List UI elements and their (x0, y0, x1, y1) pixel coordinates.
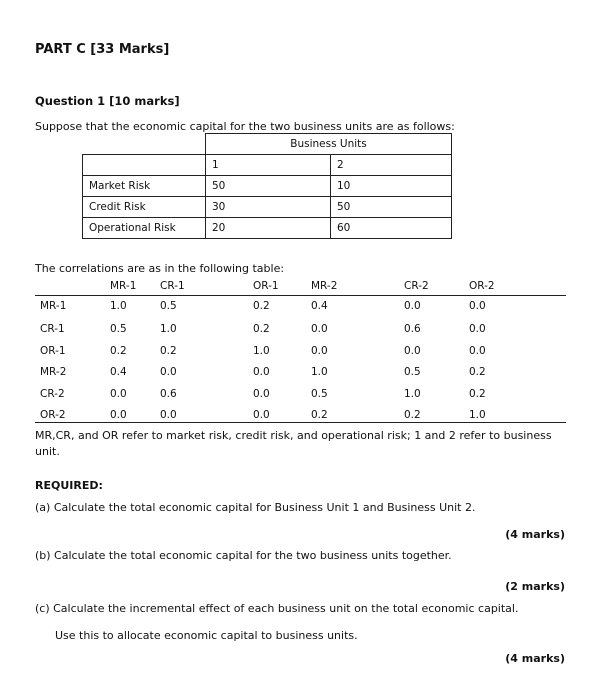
row-label: Credit Risk (83, 197, 206, 218)
corr-cell: 0.6 (160, 388, 177, 400)
corr-cell: 0.5 (160, 300, 177, 312)
required-label: REQUIRED: (35, 479, 103, 492)
corr-col-header: MR-2 (311, 280, 338, 292)
corr-cell: 0.2 (469, 366, 486, 378)
corr-cell: 0.5 (311, 388, 328, 400)
corr-cell: 0.0 (110, 388, 127, 400)
part-b-text: (b) Calculate the total economic capital for the two business units together. (35, 549, 452, 562)
corr-cell: 1.0 (110, 300, 127, 312)
cell-u1: 30 (206, 197, 331, 218)
corr-col-header: OR-2 (469, 280, 495, 292)
abbreviation-note: MR,CR, and OR refer to market risk, credit risk, and operational risk; 1 and 2 refer to business unit. (35, 429, 552, 458)
corr-cell: 1.0 (404, 388, 421, 400)
corr-col-header: CR-2 (404, 280, 429, 292)
corr-cell: 0.0 (160, 409, 177, 421)
corr-cell: 0.2 (110, 345, 127, 357)
row-label: Operational Risk (83, 218, 206, 239)
corr-cell: 0.0 (469, 323, 486, 335)
corr-cell: 0.0 (253, 366, 270, 378)
corr-cell: 1.0 (160, 323, 177, 335)
part-c-text: (c) Calculate the incremental effect of each business unit on the total economic capital. (35, 602, 519, 615)
corr-cell: 0.2 (311, 409, 328, 421)
business-units-header: Business Units (206, 134, 452, 155)
corr-cell: 0.5 (110, 323, 127, 335)
corr-cell: 0.0 (253, 409, 270, 421)
part-title: PART C [33 Marks] (35, 42, 170, 57)
intro-text: Suppose that the economic capital for the two business units are as follows: (35, 120, 455, 133)
corr-cell: 0.2 (404, 409, 421, 421)
corr-row-label: CR-1 (40, 323, 65, 335)
corr-cell: 0.0 (311, 323, 328, 335)
corr-header-rule (35, 295, 566, 296)
corr-row-label: CR-2 (40, 388, 65, 400)
corr-cell: 1.0 (311, 366, 328, 378)
cell-u1: 50 (206, 176, 331, 197)
corr-cell: 0.0 (469, 345, 486, 357)
corr-cell: 0.0 (253, 388, 270, 400)
unit-2-label: 2 (331, 155, 452, 176)
corr-cell: 1.0 (469, 409, 486, 421)
part-a-marks: (4 marks) (505, 528, 565, 541)
part-c-text-2: Use this to allocate economic capital to business units. (55, 629, 358, 642)
unit-1-label: 1 (206, 155, 331, 176)
corr-cell: 1.0 (253, 345, 270, 357)
corr-col-header: MR-1 (110, 280, 137, 292)
corr-cell: 0.6 (404, 323, 421, 335)
cell-u2: 60 (331, 218, 452, 239)
corr-cell: 0.0 (311, 345, 328, 357)
corr-cell: 0.0 (404, 300, 421, 312)
part-c-marks: (4 marks) (505, 652, 565, 665)
cell-u2: 10 (331, 176, 452, 197)
corr-cell: 0.0 (110, 409, 127, 421)
part-a-text: (a) Calculate the total economic capital for Business Unit 1 and Business Unit 2. (35, 501, 476, 514)
corr-cell: 0.0 (469, 300, 486, 312)
cell-u1: 20 (206, 218, 331, 239)
corr-row-label: OR-2 (40, 409, 66, 421)
corr-cell: 0.0 (160, 366, 177, 378)
corr-cell: 0.2 (160, 345, 177, 357)
corr-row-label: MR-2 (40, 366, 67, 378)
corr-row-label: MR-1 (40, 300, 67, 312)
corr-row-label: OR-1 (40, 345, 66, 357)
blank-label-cell (83, 155, 206, 176)
corr-cell: 0.0 (404, 345, 421, 357)
part-b-marks: (2 marks) (505, 580, 565, 593)
corr-bottom-rule (35, 422, 566, 423)
corr-cell: 0.2 (469, 388, 486, 400)
question-title: Question 1 [10 marks] (35, 94, 180, 108)
corr-cell: 0.4 (311, 300, 328, 312)
corr-col-header: CR-1 (160, 280, 185, 292)
correlation-intro: The correlations are as in the following table: (35, 262, 285, 275)
corr-cell: 0.4 (110, 366, 127, 378)
corr-cell: 0.5 (404, 366, 421, 378)
economic-capital-table (82, 133, 452, 239)
corr-cell: 0.2 (253, 300, 270, 312)
corr-col-header: OR-1 (253, 280, 279, 292)
row-label: Market Risk (83, 176, 206, 197)
corr-cell: 0.2 (253, 323, 270, 335)
cell-u2: 50 (331, 197, 452, 218)
blank-corner (83, 134, 206, 155)
